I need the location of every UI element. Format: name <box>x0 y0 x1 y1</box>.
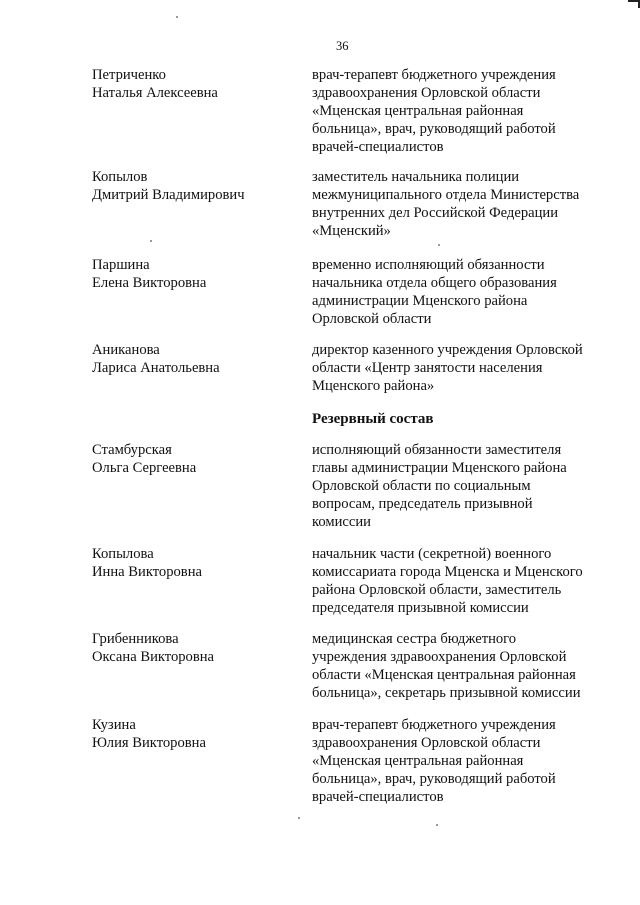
position-line: учреждения здравоохранения Орловской <box>312 649 567 665</box>
page-number: 36 <box>336 39 349 53</box>
member-given-names: Инна Викторовна <box>92 564 202 580</box>
member-position <box>312 168 602 240</box>
position-line: «Мценский» <box>312 223 391 239</box>
position-line: комиссариата города Мценска и Мценского <box>312 564 583 580</box>
scan-speck <box>438 244 440 246</box>
member-surname: Кузина <box>92 717 136 733</box>
scan-speck <box>176 16 178 18</box>
position-line: директор казенного учреждения Орловской <box>312 342 583 358</box>
position-line: администрации Мценского района <box>312 293 528 309</box>
member-given-names: Ольга Сергеевна <box>92 460 197 476</box>
position-line: Орловской области по социальным <box>312 478 531 494</box>
scan-speck <box>436 824 438 826</box>
reserve-section-heading: Резервный состав <box>312 411 434 427</box>
member-surname: Копылов <box>92 169 148 185</box>
position-line: больница», врач, руководящий работой <box>312 771 556 787</box>
position-line: председателя призывной комиссии <box>312 600 529 616</box>
member-name <box>92 441 297 477</box>
position-line: начальник части (секретной) военного <box>312 546 552 562</box>
position-line: Орловской области <box>312 311 432 327</box>
member-surname: Стамбурская <box>92 442 172 458</box>
member-position <box>312 256 602 328</box>
position-line: медицинская сестра бюджетного <box>312 631 517 647</box>
position-line: вопросам, председатель призывной <box>312 496 533 512</box>
member-given-names: Оксана Викторовна <box>92 649 215 665</box>
position-line: здравоохранения Орловской области <box>312 85 541 101</box>
member-given-names: Дмитрий Владимирович <box>92 187 245 203</box>
member-position <box>312 716 602 806</box>
position-line: «Мценская центральная районная <box>312 103 524 119</box>
position-line: временно исполняющий обязанности <box>312 257 545 273</box>
member-given-names: Наталья Алексеевна <box>92 85 218 101</box>
position-line: комиссии <box>312 514 371 530</box>
member-name <box>92 545 297 581</box>
member-given-names: Юлия Викторовна <box>92 735 206 751</box>
scan-speck <box>298 817 300 819</box>
position-line: врачей-специалистов <box>312 789 444 805</box>
position-line: главы администрации Мценского района <box>312 460 567 476</box>
member-given-names: Лариса Анатольевна <box>92 360 220 376</box>
member-surname: Грибенникова <box>92 631 179 647</box>
member-name <box>92 256 297 292</box>
member-name <box>92 66 297 102</box>
member-surname: Петриченко <box>92 67 166 83</box>
position-line: «Мценская центральная районная <box>312 753 524 769</box>
position-line: врачей-специалистов <box>312 139 444 155</box>
member-position <box>312 630 602 702</box>
member-name <box>92 716 297 752</box>
member-surname: Копылова <box>92 546 154 562</box>
position-line: Мценского района» <box>312 378 435 394</box>
position-line: области «Центр занятости населения <box>312 360 543 376</box>
scan-speck <box>150 240 152 242</box>
member-surname: Аниканова <box>92 342 160 358</box>
position-line: больница», врач, руководящий работой <box>312 121 556 137</box>
member-position <box>312 545 602 617</box>
member-name <box>92 168 297 204</box>
position-line: заместитель начальника полиции <box>312 169 520 185</box>
member-position <box>312 441 602 531</box>
position-line: внутренних дел Российской Федерации <box>312 205 559 221</box>
member-name <box>92 341 297 377</box>
member-position <box>312 66 602 156</box>
position-line: межмуниципального отдела Министерства <box>312 187 580 203</box>
position-line: начальника отдела общего образования <box>312 275 557 291</box>
member-surname: Паршина <box>92 257 150 273</box>
member-name <box>92 630 297 666</box>
position-line: области «Мценская центральная районная <box>312 667 576 683</box>
member-given-names: Елена Викторовна <box>92 275 207 291</box>
member-position <box>312 341 602 395</box>
position-line: исполняющий обязанности заместителя <box>312 442 562 458</box>
scan-corner-mark <box>628 0 640 8</box>
position-line: больница», секретарь призывной комиссии <box>312 685 581 701</box>
position-line: района Орловской области, заместитель <box>312 582 562 598</box>
position-line: врач-терапевт бюджетного учреждения <box>312 67 556 83</box>
position-line: здравоохранения Орловской области <box>312 735 541 751</box>
position-line: врач-терапевт бюджетного учреждения <box>312 717 556 733</box>
